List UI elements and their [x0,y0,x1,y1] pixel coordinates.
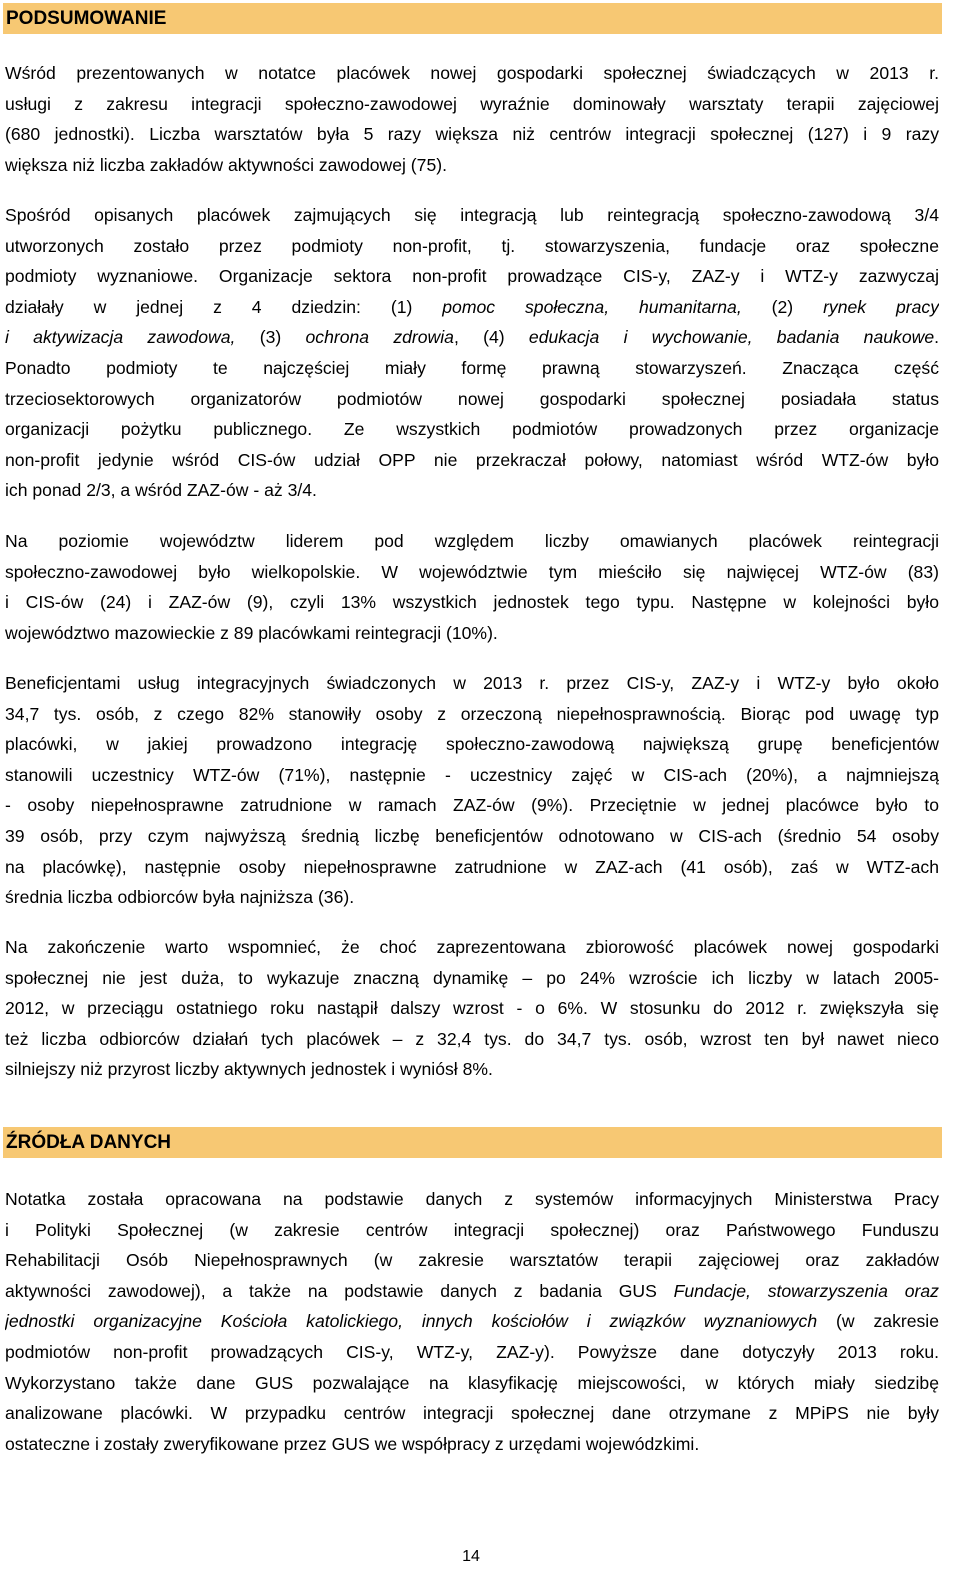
text-line: utworzonych zostało przez podmioty non-profit, tj. stowarzyszenia, fundacje oraz społeczne [5,235,939,256]
summary-paragraph-2 [5,200,939,506]
text-line: podmiotów non-profit prowadzących CIS-y, WTZ-y, ZAZ-y). Powyższe dane dotyczyły 2013 roku. [5,1341,939,1362]
summary-paragraph-1 [5,58,939,180]
text-line: średnia liczba odbiorców była najniższa (36). [5,887,355,908]
text-line: silniejszy niż przyrost liczby aktywnych jednostek i wyniósł 8%. [5,1059,493,1080]
text-line: Ponadto podmioty te najczęściej miały formę prawną stowarzyszeń. Znacząca część [5,357,939,378]
text-line: 39 osób, przy czym najwyższą średnią liczbę beneficjentów odnotowano w CIS-ach (średnio 54 osoby [5,825,939,846]
italic-text: ochrona zdrowia [305,327,454,348]
text-line: Wśród prezentowanych w notatce placówek nowej gospodarki społecznej świadczących w 2013 r. [5,63,939,83]
text-line: - osoby niepełnosprawne zatrudnione w ramach ZAZ-ów (9%). Przeciętnie w jednej placówce było to [5,795,939,816]
text-line: stanowili uczestnicy WTZ-ów (71%), następnie - uczestnicy zajęć w CIS-ach (20%), a najmniejszą [5,764,939,785]
text-line: (680 jednostki). Liczba warsztatów była 5 razy większa niż centrów integracji społecznej (127) i 9 razy [5,124,939,145]
text-line: ostateczne i zostały zweryfikowane przez GUS we współpracy z urzędami wojewódzkimi. [5,1433,700,1454]
text-line: trzeciosektorowych organizatorów podmiotów nowej gospodarki społecznej posiadała status [5,388,939,409]
summary-header: PODSUMOWANIE [3,3,942,34]
text-line: społeczno-zawodowej było wielkopolskie. W województwie tym mieściło się najwięcej WTZ-ów (83) [5,561,939,582]
italic-text: rynek pracy [823,296,939,317]
text-line: usługi z zakresu integracji społeczno-zawodowej wyraźnie dominowały warsztaty terapii zajęciowej [5,93,939,114]
text-line: Na poziomie województw liderem pod względem liczby omawianych placówek reintegracji [5,531,939,551]
text-line: aktywności zawodowej), a także na podstawie danych z badania GUS Fundacje, stowarzyszenia oraz [5,1280,939,1301]
italic-text: edukacja i wychowanie, badania naukowe [528,327,935,348]
text-line: większa niż liczba zakładów aktywności zawodowej (75). [5,154,447,175]
text-line: 2012, w przeciągu ostatniego roku nastąpił dalszy wzrost - o 6%. W stosunku do 2012 r. zwiększyła się [5,998,939,1019]
text-line: non-profit jedynie wśród CIS-ów udział OPP nie przekraczał połowy, natomiast wśród WTZ-ów było [5,449,939,470]
page-number: 14 [462,1548,480,1565]
text-line: Spośród opisanych placówek zajmujących się integracją lub reintegracją społeczno-zawodową 3/4 [5,205,939,225]
summary-paragraph-5 [5,932,939,1085]
sources-paragraph [5,1184,939,1459]
text-line: jednostki organizacyjne Kościoła katolickiego, innych kościołów i związków wyznaniowych (w zakresie [5,1311,939,1332]
italic-text: i aktywizacja zawodowa, [5,327,236,348]
text-line: województwo mazowieckie z 89 placówkami reintegracji (10%). [5,622,498,643]
text-line: i aktywizacja zawodowa, (3) ochrona zdrowia, (4) edukacja i wychowanie, badania naukowe. [5,327,939,348]
text-line: analizowane placówki. W przypadku centrów integracji społecznej dane otrzymane z MPiPS nie były [5,1403,939,1424]
text-line: Notatka została opracowana na podstawie danych z systemów informacyjnych Ministerstwa Pracy [5,1189,939,1209]
summary-paragraph-3 [5,526,939,648]
text-line: też liczba odbiorców działań tych placówek – z 32,4 tys. do 34,7 tys. osób, wzrost ten był nawet nieco [5,1028,939,1049]
text-line: społecznej nie jest duża, to wykazuje znaczną dynamikę – po 24% wzroście ich liczby w latach 2005- [5,967,939,988]
text-line: 34,7 tys. osób, z czego 82% stanowiły osoby z orzeczoną niepełnosprawnością. Biorąc pod uwagę typ [5,703,939,724]
text-line: Wykorzystano także dane GUS pozwalające na klasyfikację miejscowości, w których miały siedzibę [5,1372,939,1393]
text-line: na placówkę), następnie osoby niepełnosprawne zatrudnione w ZAZ-ach (41 osób), zaś w WTZ-ach [5,856,939,877]
sources-header: ŹRÓDŁA DANYCH [3,1127,942,1158]
text-line: placówki, w jakiej prowadzono integrację społeczno-zawodową największą grupę beneficjentów [5,734,939,755]
text-line: i CIS-ów (24) i ZAZ-ów (9), czyli 13% wszystkich jednostek tego typu. Następne w kolejności było [5,592,939,613]
text-line: podmioty wyznaniowe. Organizacje sektora non-profit prowadzące CIS-y, ZAZ-y i WTZ-y zazwyczaj [5,266,939,287]
text-line: organizacji pożytku publicznego. Ze wszystkich podmiotów prowadzonych przez organizacje [5,419,939,440]
text-line: Beneficjentami usług integracyjnych świadczonych w 2013 r. przez CIS-y, ZAZ-y i WTZ-y było około [5,673,939,693]
italic-text: Fundacje, stowarzyszenia oraz [673,1280,939,1301]
italic-text: pomoc społeczna, humanitarna, [442,296,742,317]
text-line: i Polityki Społecznej (w zakresie centrów integracji społecznej) oraz Państwowego Funduszu [5,1219,939,1240]
text-line: Na zakończenie warto wspomnieć, że choć zaprezentowana zbiorowość placówek nowej gospodarki [5,937,939,957]
text-line: działały w jednej z 4 dziedzin: (1) pomoc społeczna, humanitarna, (2) rynek pracy [5,296,939,317]
text-line: ich ponad 2/3, a wśród ZAZ-ów - aż 3/4. [5,480,317,501]
italic-text: jednostki organizacyjne Kościoła katolickiego, innych kościołów i związków wyznaniowych [5,1311,818,1332]
text-line: Rehabilitacji Osób Niepełnosprawnych (w zakresie warsztatów terapii zajęciowej oraz zakładów [5,1250,939,1271]
summary-paragraph-4 [5,668,939,913]
